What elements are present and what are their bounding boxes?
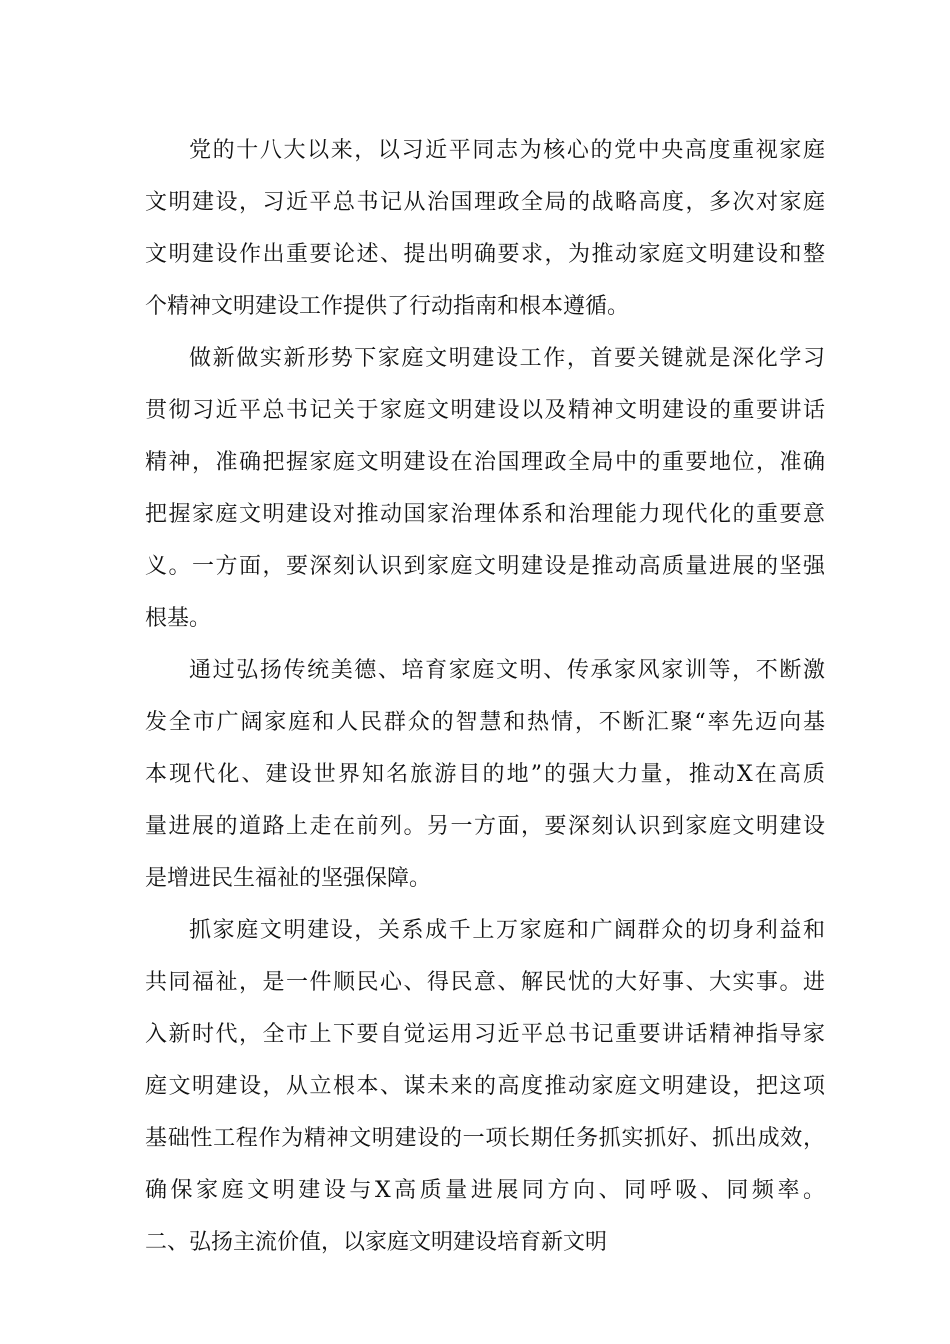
paragraph-line: 共同福祉，是一件顺民心、得民意、解民忧的大好事、大实事。进	[145, 970, 825, 995]
paragraph-line: 党的十八大以来，以习近平同志为核心的党中央高度重视家庭	[189, 138, 825, 163]
paragraph-3	[145, 645, 825, 905]
paragraph-line: 精神，准确把握家庭文明建设在治国理政全局中的重要地位，准确	[145, 450, 825, 475]
paragraph-1	[145, 125, 825, 333]
paragraph-line: 抓家庭文明建设，关系成千上万家庭和广阔群众的切身利益和	[189, 918, 825, 943]
paragraph-line: 贯彻习近平总书记关于家庭文明建设以及精神文明建设的重要讲话	[145, 398, 825, 423]
paragraph-line: 本现代化、建设世界知名旅游目的地”的强大力量，推动X在高质	[145, 762, 825, 787]
paragraph-line: 量进展的道路上走在前列。另一方面，要深刻认识到家庭文明建设	[145, 814, 825, 839]
paragraph-line: 义。一方面，要深刻认识到家庭文明建设是推动高质量进展的坚强	[145, 554, 825, 579]
section-heading: 二、弘扬主流价值，以家庭文明建设培育新文明	[145, 1230, 608, 1255]
paragraph-4	[145, 905, 825, 1217]
paragraph-line: 根基。	[145, 606, 212, 631]
paragraph-line: 把握家庭文明建设对推动国家治理体系和治理能力现代化的重要意	[145, 502, 825, 527]
paragraph-line: 通过弘扬传统美德、培育家庭文明、传承家风家训等，不断激	[189, 658, 825, 683]
paragraph-line: 文明建设作出重要论述、提出明确要求，为推动家庭文明建设和整	[145, 242, 825, 267]
paragraph-line: 是增进民生福祉的坚强保障。	[145, 866, 432, 891]
paragraph-line: 基础性工程作为精神文明建设的一项长期任务抓实抓好、抓出成效，	[145, 1126, 825, 1151]
document-body	[145, 125, 825, 1269]
paragraph-line: 确保家庭文明建设与X高质量进展同方向、同呼吸、同频率。	[145, 1178, 825, 1203]
paragraph-line: 做新做实新形势下家庭文明建设工作，首要关键就是深化学习	[189, 346, 825, 371]
paragraph-line: 发全市广阔家庭和人民群众的智慧和热情，不断汇聚“率先迈向基	[145, 710, 825, 735]
paragraph-line: 庭文明建设，从立根本、谋未来的高度推动家庭文明建设，把这项	[145, 1074, 825, 1099]
paragraph-line: 文明建设，习近平总书记从治国理政全局的战略高度，多次对家庭	[145, 190, 825, 215]
paragraph-2	[145, 333, 825, 645]
paragraph-line: 个精神文明建设工作提供了行动指南和根本遵循。	[145, 294, 630, 319]
paragraph-line: 入新时代，全市上下要自觉运用习近平总书记重要讲话精神指导家	[145, 1022, 825, 1047]
